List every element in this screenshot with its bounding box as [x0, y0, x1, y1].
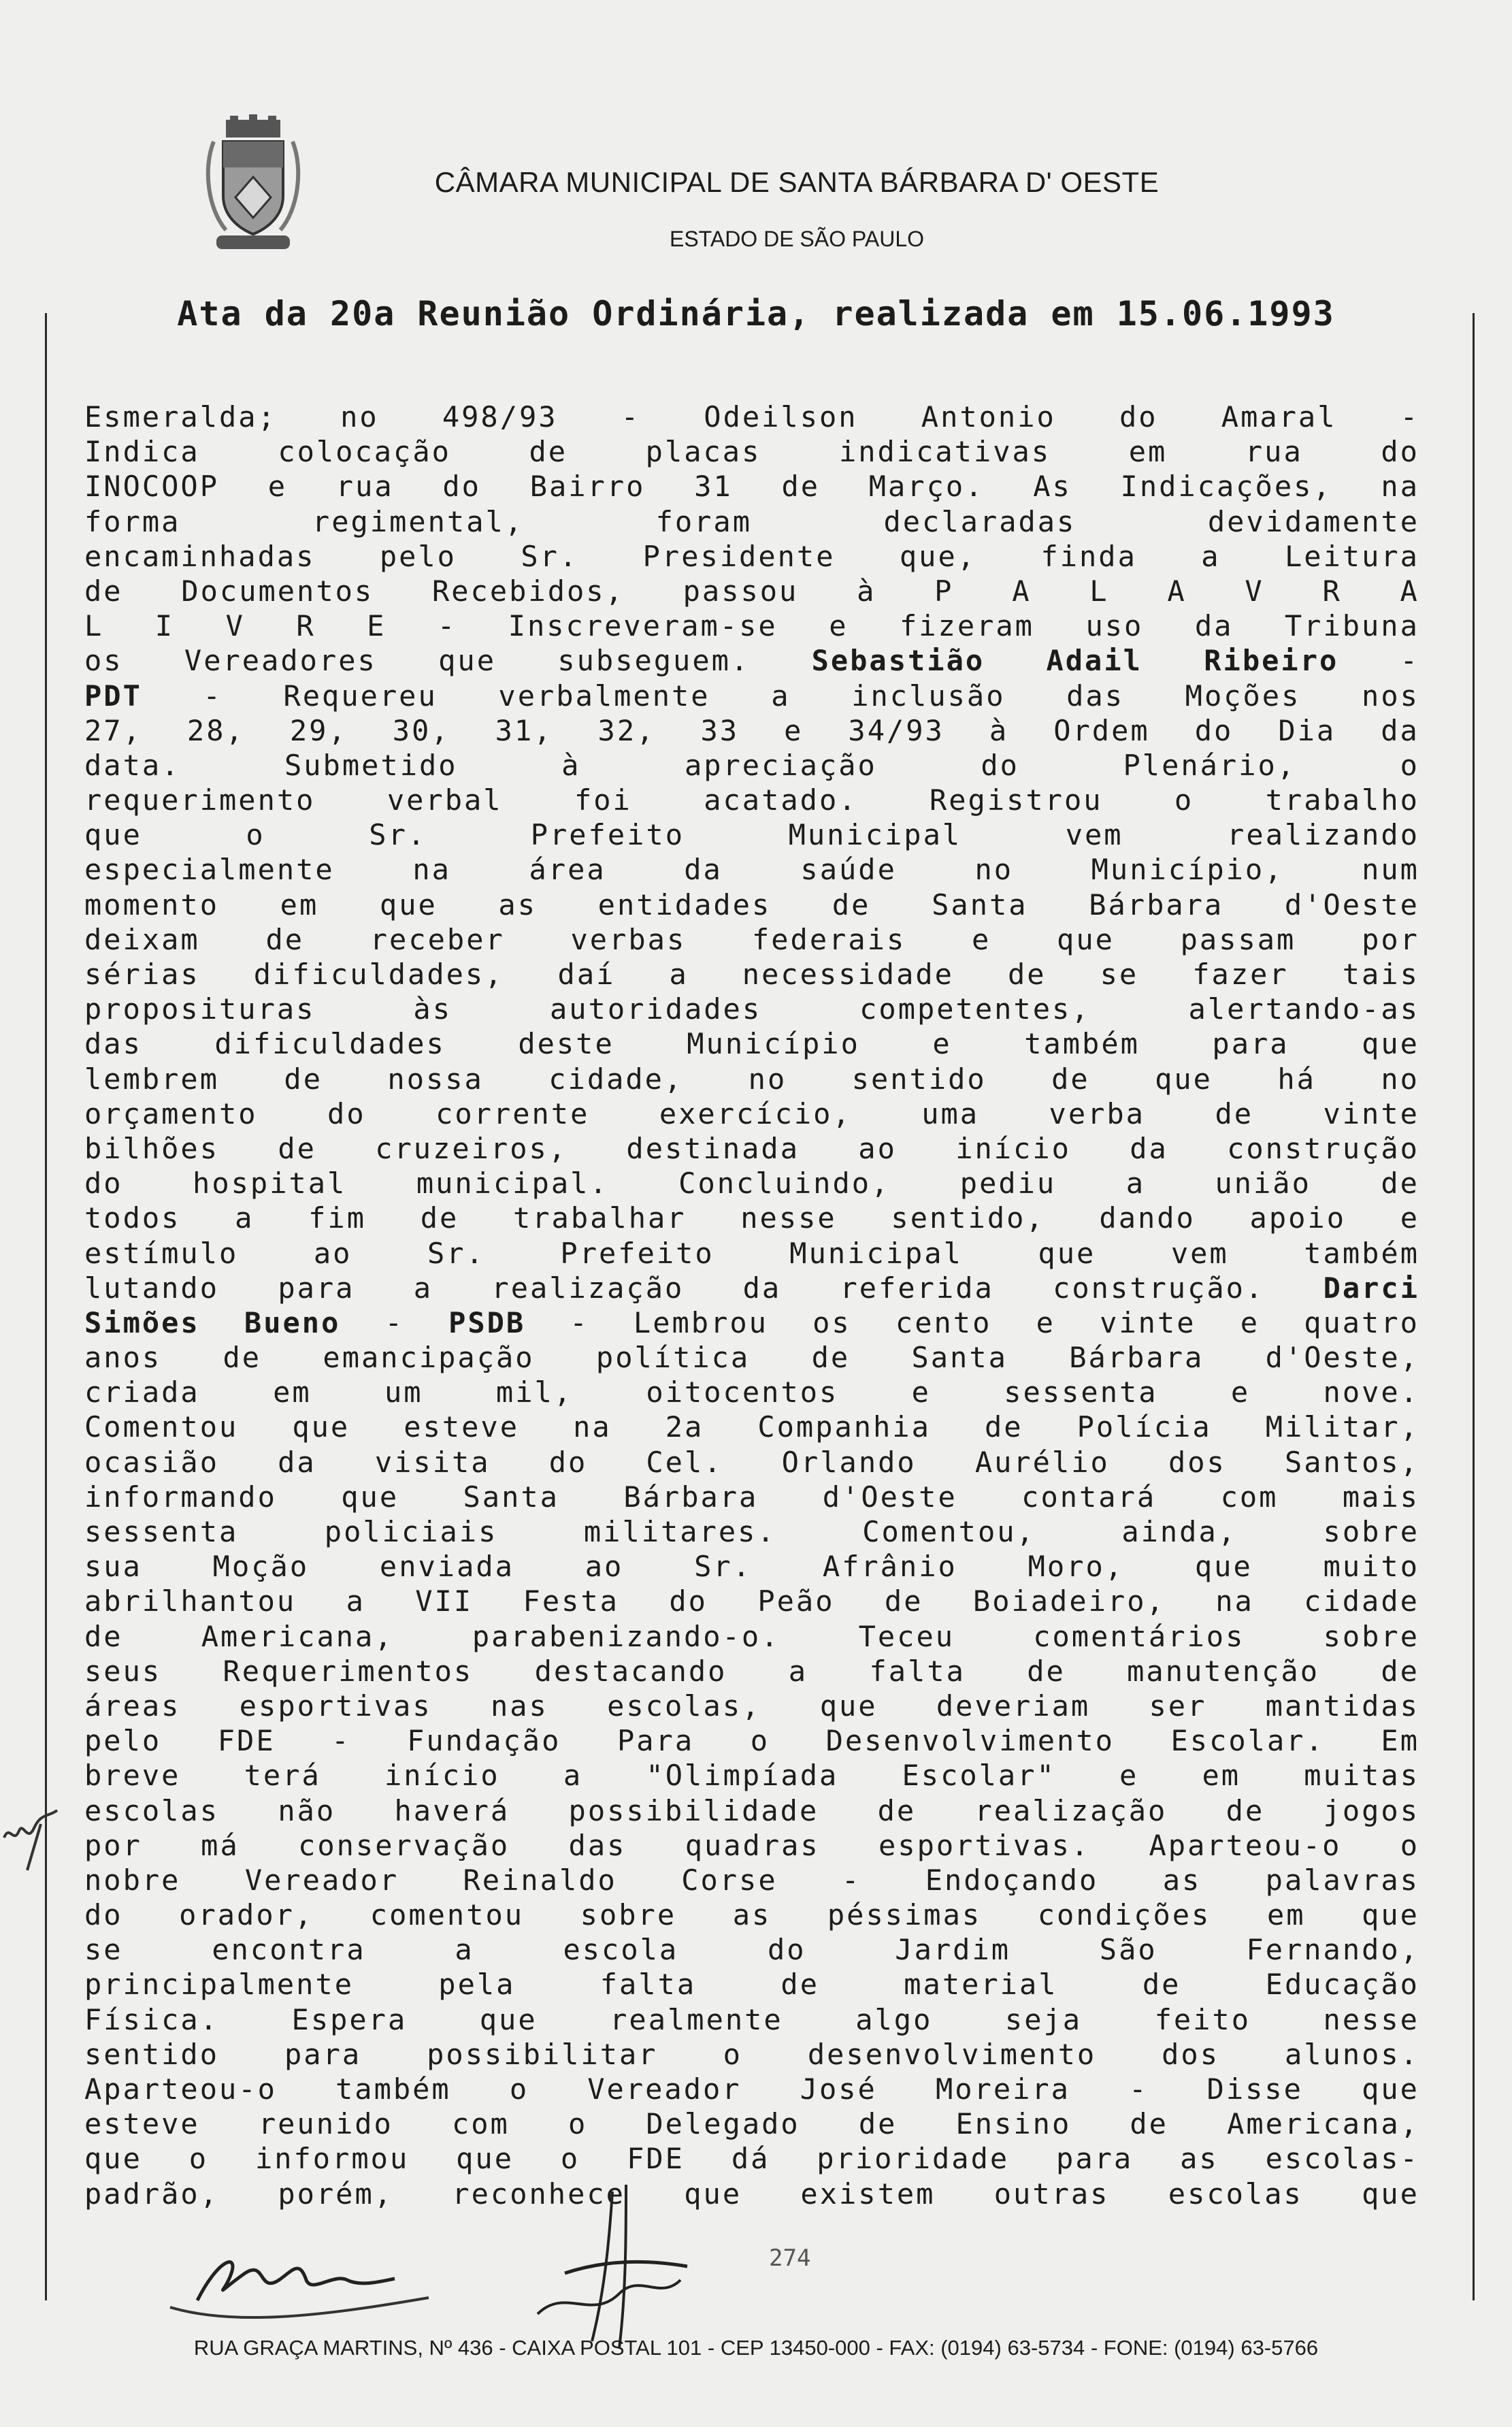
- body-line: por má conservação das quadras esportivas. Aparteou-o o: [84, 1828, 1419, 1862]
- body-line: seus Requerimentos destacando a falta de manutenção de: [84, 1654, 1419, 1688]
- body-line: nobre Vereador Reinaldo Corse - Endoçando as palavras: [84, 1863, 1419, 1897]
- margin-initials-signature-icon: [0, 1790, 61, 1872]
- body-line: os Vereadores que subseguem. Sebastião Adail Ribeiro -: [84, 644, 1419, 678]
- body-line: áreas esportivas nas escolas, que deveriam ser mantidas: [84, 1689, 1419, 1723]
- body-line: Aparteou-o também o Vereador José Moreira - Disse que: [84, 2072, 1419, 2106]
- institution-name: CÂMARA MUNICIPAL DE SANTA BÁRBARA D' OESTE: [434, 166, 1160, 198]
- body-line: encaminhadas pelo Sr. Presidente que, finda a Leitura: [84, 539, 1419, 573]
- body-line: Esmeralda; no 498/93 - Odeilson Antonio do Amaral -: [84, 400, 1419, 434]
- body-line: que o Sr. Prefeito Municipal vem realizando: [84, 818, 1419, 852]
- footer-address: RUA GRAÇA MARTINS, Nº 436 - CAIXA POSTAL 101 - CEP 13450-000 - FAX: (0194) 63-5734 - FONE: (0194) 63-5766: [193, 2336, 1319, 2360]
- body-line: sua Moção enviada ao Sr. Afrânio Moro, que muito: [84, 1550, 1419, 1584]
- body-line: todos a fim de trabalhar nesse sentido, dando apoio e: [84, 1201, 1419, 1235]
- body-line: criada em um mil, oitocentos e sessenta e nove.: [84, 1375, 1419, 1410]
- body-line: Indica colocação de placas indicativas em rua do: [84, 435, 1419, 469]
- body-line: breve terá início a "Olimpíada Escolar" e em muitas: [84, 1759, 1419, 1793]
- body-line: sessenta policiais militares. Comentou, ainda, sobre: [84, 1515, 1419, 1548]
- body-line: informando que Santa Bárbara d'Oeste contará com mais: [84, 1480, 1419, 1514]
- body-line: lutando para a realização da referida construção. Darci: [84, 1271, 1419, 1305]
- body-line: lembrem de nossa cidade, no sentido de que há no: [84, 1062, 1419, 1096]
- body-line: estímulo ao Sr. Prefeito Municipal que vem também: [84, 1236, 1419, 1270]
- body-line: ocasião da visita do Cel. Orlando Aurélio dos Santos,: [84, 1445, 1419, 1479]
- body-line: momento em que as entidades de Santa Bárbara d'Oeste: [84, 887, 1419, 922]
- body-line: de Americana, parabenizando-o. Teceu comentários sobre: [84, 1619, 1419, 1653]
- body-line: data. Submetido à apreciação do Plenário, o: [84, 748, 1419, 782]
- page-number: 274: [769, 2245, 811, 2272]
- body-line: proposituras às autoridades competentes, alertando-as: [84, 992, 1419, 1026]
- body-line: de Documentos Recebidos, passou à P A L A V R A: [84, 574, 1419, 608]
- signature-2-icon: [524, 2178, 701, 2355]
- body-line: escolas não haverá possibilidade de realização de jogos: [84, 1793, 1419, 1827]
- right-margin-rule: [1473, 313, 1475, 2300]
- body-line: sérias dificuldades, daí a necessidade de se fazer tais: [84, 958, 1419, 991]
- body-line: orçamento do corrente exercício, uma verba de vinte: [84, 1096, 1419, 1130]
- body-line: bilhões de cruzeiros, destinada ao início da construção: [84, 1131, 1419, 1165]
- body-line: Física. Espera que realmente algo seja feito nesse: [84, 2002, 1419, 2036]
- signature-1-icon: [157, 2232, 442, 2334]
- left-margin-rule: [45, 313, 47, 2300]
- body-line: do orador, comentou sobre as péssimas condições em que: [84, 1898, 1419, 1932]
- body-line: forma regimental, foram declaradas devidamente: [84, 504, 1419, 538]
- body-line: esteve reunido com o Delegado de Ensino de Americana,: [84, 2107, 1419, 2141]
- body-line: deixam de receber verbas federais e que passam por: [84, 922, 1419, 956]
- body-line: do hospital municipal. Concluindo, pediu a união de: [84, 1167, 1419, 1201]
- body-line: principalmente pela falta de material de Educação: [84, 1968, 1419, 2002]
- body-line: que o informou que o FDE dá prioridade para as escolas-: [84, 2142, 1419, 2176]
- body-line: padrão, porém, reconhece que existem outras escolas que: [84, 2177, 1419, 2211]
- body-line: anos de emancipação política de Santa Bárbara d'Oeste,: [84, 1341, 1419, 1375]
- state-name: ESTADO DE SÃO PAULO: [669, 227, 924, 251]
- document-title: Ata da 20a Reunião Ordinária, realizada em 15.06.1993: [177, 294, 1335, 333]
- body-line: 27, 28, 29, 30, 31, 32, 33 e 34/93 à Ordem do Dia da: [84, 713, 1419, 747]
- body-line: L I V R E - Inscreveram-se e fizeram uso da Tribuna: [84, 609, 1419, 643]
- body-line: abrilhantou a VII Festa do Peão de Boiadeiro, na cidade: [84, 1584, 1419, 1618]
- body-line: requerimento verbal foi acatado. Registrou o trabalho: [84, 783, 1419, 817]
- body-line: pelo FDE - Fundação Para o Desenvolvimento Escolar. Em: [84, 1724, 1419, 1758]
- body-line: se encontra a escola do Jardim São Fernando,: [84, 1933, 1419, 1967]
- minutes-body: [84, 400, 1419, 2212]
- body-line: das dificuldades deste Município e também para que: [84, 1027, 1419, 1061]
- body-line: Comentou que esteve na 2a Companhia de Polícia Militar,: [84, 1410, 1419, 1444]
- body-line: INOCOOP e rua do Bairro 31 de Março. As Indicações, na: [84, 470, 1419, 504]
- body-line: sentido para possibilitar o desenvolvimento dos alunos.: [84, 2037, 1419, 2071]
- body-line: Simões Bueno - PSDB - Lembrou os cento e vinte e quatro: [84, 1305, 1419, 1339]
- body-line: especialmente na área da saúde no Município, num: [84, 853, 1419, 887]
- body-line: PDT - Requereu verbalmente a inclusão das Moções nos: [84, 679, 1419, 713]
